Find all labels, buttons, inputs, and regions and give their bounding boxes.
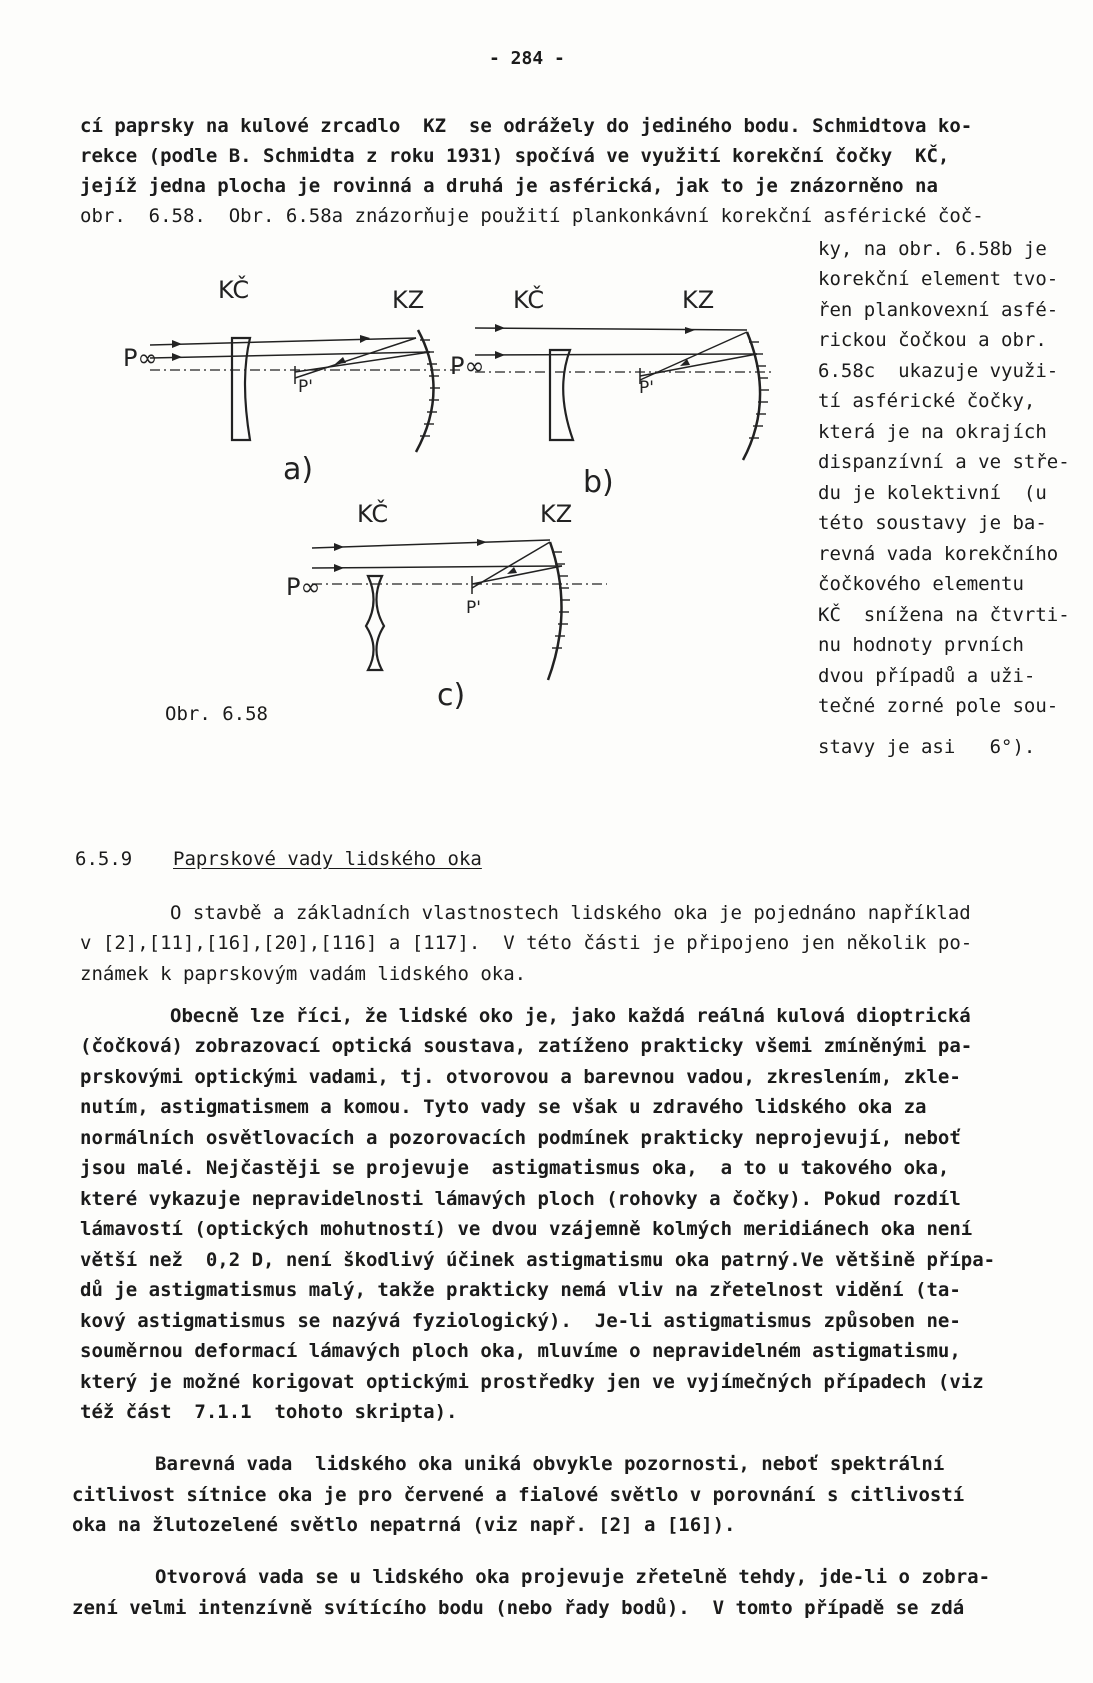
page-number: - 284 - [489, 48, 565, 69]
paragraph-4-line: zení velmi intenzívně svítícího bodu (nebo řady bodů). V tomto případě se zdá [72, 1597, 965, 1619]
paragraph-2-line: prskovými optickými vadami, tj. otvorovou a barevnou vadou, zkreslením, zkle- [80, 1066, 961, 1088]
paragraph-1-line: známek k paprskovým vadám lidského oka. [80, 963, 527, 985]
paragraph-2-line: lámavostí (optických mohutností) ve dvou vzájemně kolmých meridiánech oka není [80, 1218, 973, 1240]
figure-b-p-prime-label: P' [639, 378, 654, 398]
side-line: dvou případů a uži- [818, 665, 1036, 687]
side-line: revná vada korekčního [818, 543, 1059, 565]
side-line: čočkového elementu [818, 573, 1024, 595]
figure-a-kz-label: KZ [392, 286, 425, 314]
figure-c-p-prime-label: P' [466, 598, 481, 618]
paragraph-1-line: O stavbě a základních vlastnostech lidského oka je pojednáno například [170, 902, 971, 924]
figure-a-p-infinity-label: P∞ [123, 344, 158, 372]
paragraph-2-line: normálních osvětlovacích a pozorovacích podmínek prakticky neprojevují, neboť [80, 1127, 961, 1149]
paragraph-3-line: citlivost sítnice oka je pro červené a fialové světlo v porovnání s citlivostí [72, 1484, 965, 1506]
paragraph-2-line: též část 7.1.1 tohoto skripta). [80, 1401, 458, 1423]
paragraph-4-line: Otvorová vada se u lidského oka projevuje zřetelně tehdy, jde-li o zobra- [155, 1566, 991, 1588]
paragraph-1-line: v [2],[11],[16],[20],[116] a [117]. V této části je připojeno jen několik po- [80, 932, 973, 954]
figure-c-tag: c) [437, 678, 466, 713]
figure-b-p-infinity-label: P∞ [450, 352, 485, 380]
paragraph-2-line: který je možné korigovat optickými prostředky jen ve vyjímečných případech (viz [80, 1371, 984, 1393]
figure-b-kc-label: KČ [513, 286, 545, 314]
figure-b-tag: b) [583, 465, 614, 500]
paragraph-2-line: nutím, astigmatismem a komou. Tyto vady se však u zdravého lidského oka za [80, 1096, 927, 1118]
paragraph-2-line: větší než 0,2 D, není škodlivý účinek astigmatismu oka patrný.Ve většině přípa- [80, 1249, 996, 1271]
paragraph-2-line: Obecně lze říci, že lidské oko je, jako každá reálná kulová dioptrická [170, 1005, 971, 1027]
paragraph-2-line: (čočková) zobrazovací optická soustava, zatíženo prakticky všemi zmíněnými pa- [80, 1035, 973, 1057]
side-line: této soustavy je ba- [818, 512, 1047, 534]
intro-line: cí paprsky na kulové zrcadlo KZ se odrážely do jediného bodu. Schmidtova ko- [80, 115, 973, 137]
side-line: řen plankovexní asfé- [818, 299, 1059, 321]
paragraph-2-line: souměrnou deformací lámavých ploch oka, mluvíme o nepravidelném astigmatismu, [80, 1340, 961, 1362]
intro-line: jejíž jedna plocha je rovinná a druhá je asférická, jak to je znázorněno na [80, 175, 938, 197]
side-line: nu hodnoty prvních [818, 634, 1024, 656]
paragraph-3-line: oka na žlutozelené světlo nepatrná (viz např. [2] a [16]). [72, 1514, 736, 1536]
side-line: rickou čočkou a obr. [818, 329, 1047, 351]
side-line: tečné zorné pole sou- [818, 695, 1059, 717]
figure-c-kz-label: KZ [540, 500, 573, 528]
side-line: stavy je asi 6°). [818, 736, 1036, 758]
side-line: tí asférické čočky, [818, 390, 1036, 412]
side-line: dispanzívní a ve stře- [818, 451, 1070, 473]
paragraph-2-line: kový astigmatismus se nazývá fyziologický). Je-li astigmatismus způsoben ne- [80, 1310, 961, 1332]
figure-caption: Obr. 6.58 [165, 703, 268, 725]
side-line: korekční element tvo- [818, 268, 1059, 290]
figure-b-kz-label: KZ [682, 286, 715, 314]
side-line: du je kolektivní (u [818, 482, 1047, 504]
figure-a-kc-label: KČ [218, 276, 250, 304]
figure-a-drawing [120, 300, 460, 460]
intro-line: obr. 6.58. Obr. 6.58a znázorňuje použití plankonkávní korekční asférické čoč- [80, 205, 984, 227]
paragraph-2-line: dů je astigmatismus malý, takže prakticky nemá vliv na zřetelnost vidění (ta- [80, 1279, 961, 1301]
side-line: KČ snížena na čtvrti- [818, 604, 1070, 626]
section-number: 6.5.9 [75, 848, 133, 870]
figure-a-tag: a) [283, 452, 314, 487]
figure-a-p-prime-label: P' [298, 377, 313, 397]
intro-line: rekce (podle B. Schmidta z roku 1931) spočívá ve využití korekční čočky KČ, [80, 145, 950, 167]
figure-c-p-infinity-label: P∞ [286, 573, 321, 601]
figure-c-drawing [282, 530, 612, 690]
figure-c-kc-label: KČ [357, 500, 389, 528]
side-line: ky, na obr. 6.58b je [818, 238, 1047, 260]
paragraph-2-line: jsou malé. Nejčastěji se projevuje astigmatismus oka, a to u takového oka, [80, 1157, 950, 1179]
side-line: která je na okrajích [818, 421, 1047, 443]
side-line: 6.58c ukazuje využi- [818, 360, 1059, 382]
paragraph-3-line: Barevná vada lidského oka uniká obvykle pozornosti, neboť spektrální [155, 1453, 945, 1475]
paragraph-2-line: které vykazuje nepravidelnosti lámavých ploch (rohovky a čočky). Pokud rozdíl [80, 1188, 961, 1210]
section-title: Paprskové vady lidského oka [173, 848, 482, 870]
figure-b-drawing [445, 310, 775, 470]
